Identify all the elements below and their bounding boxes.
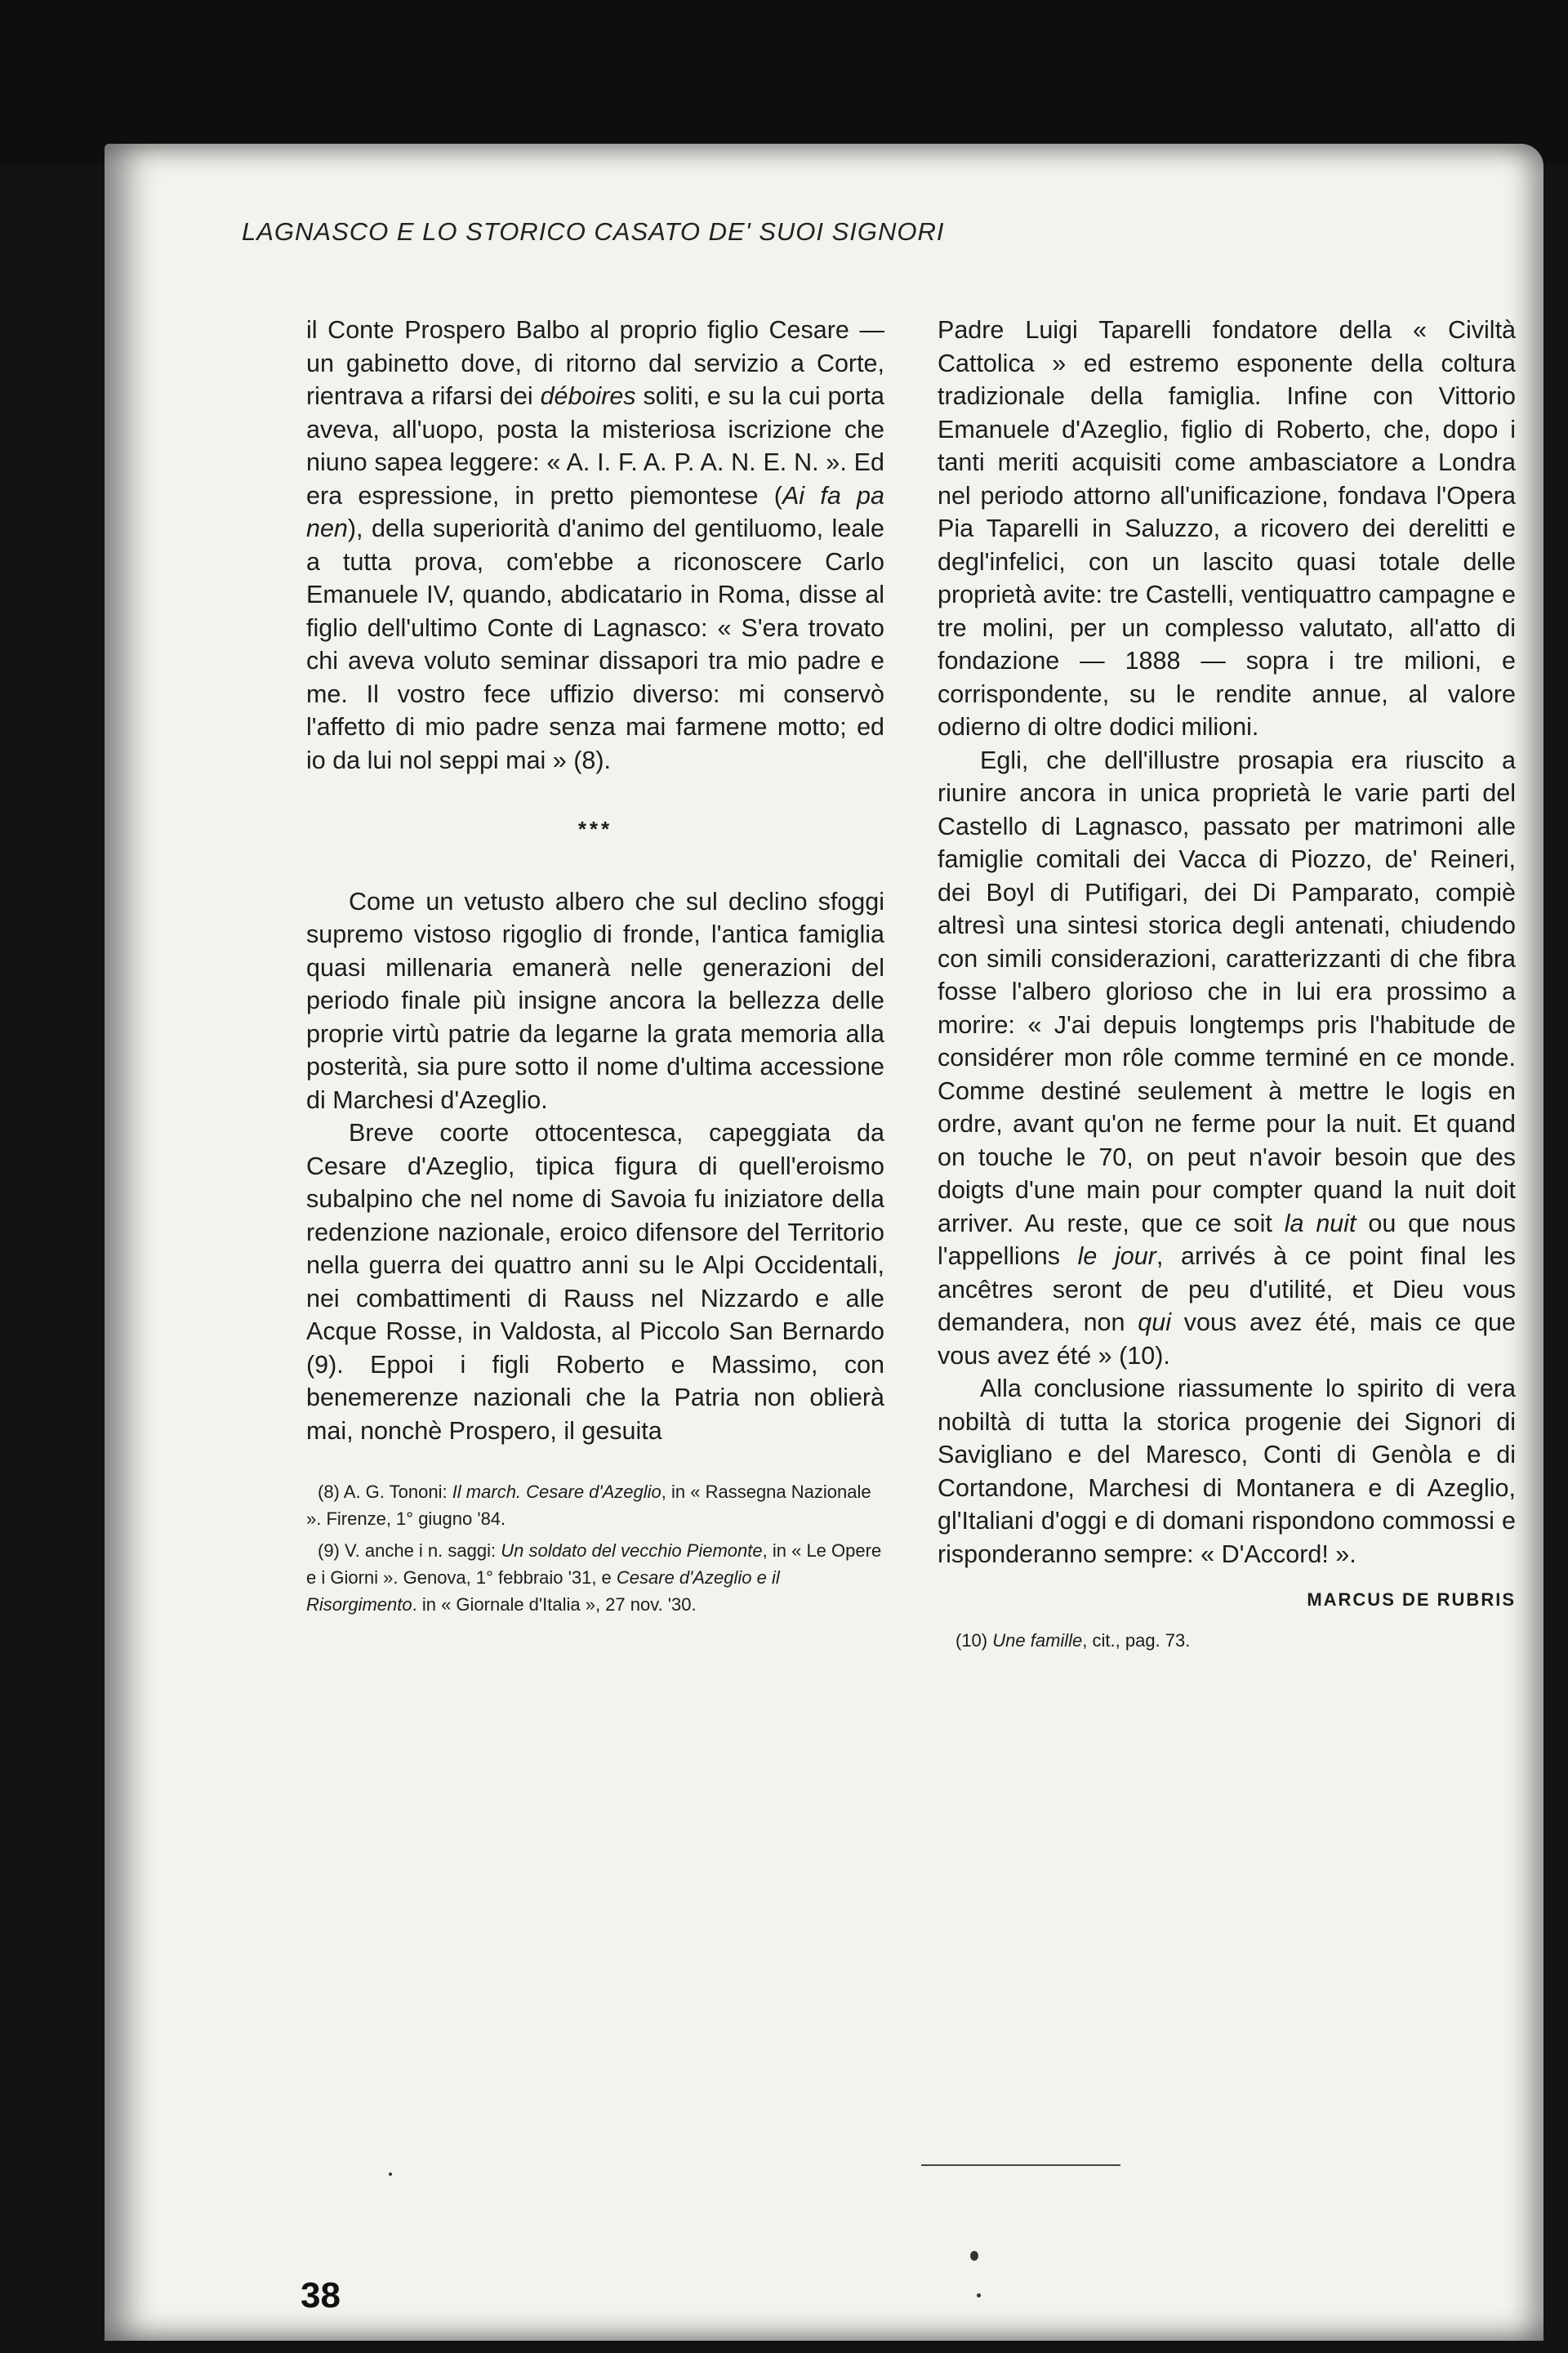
paragraph: Come un vetusto albero che sul declino sfoggi supremo vistoso rigoglio di fronde, l'antica famiglia quasi millenaria emanerà nelle generazioni del periodo finale più insigne ancora la bellezza delle proprie virtù patrie da legarne la grata memoria alla posterità, sia pure sotto il nome d'ultima accessione di Marchesi d'Azeglio.	[306, 887, 884, 1114]
scan-speck	[977, 2293, 981, 2297]
footnote-8: (8) A. G. Tononi: Il march. Cesare d'Azeglio, in « Rassegna Nazionale ». Firenze, 1° giugno '84.	[306, 1482, 871, 1529]
scan-speck	[970, 2251, 978, 2261]
paragraph: Egli, che dell'illustre prosapia era riuscito a riunire ancora in unica proprietà le varie parti del Castello di Lagnasco, passato per matrimoni alle famiglie comitali dei Vacca di Piozzo, de' Reineri, dei Boyl di Putifigari, dei Di Pamparato, compiè altresì una sintesi storica degli antenati, chiudendo con simili considerazioni, caratterizzanti di che fibra fosse l'albero glorioso che in lui era prossimo a morire: « J'ai depuis longtemps pris l'habitude de considérer mon rôle comme terminé en ce monde. Comme destiné seulement à mettre le logis en ordre, avant qu'on ne ferme pour la nuit. Et quand on touche le 70, on peut n'avoir besoin que des doigts d'une main pour compter quand la nuit doit arriver. Au reste, que ce soit la nuit ou que nous l'appellions le jour, arrivés à ce point final les ancêtres seront de peu d'utilité, et Dieu vous demandera, non qui vous avez été, mais ce que vous avez été » (10).	[938, 746, 1516, 1370]
footnotes	[306, 1478, 884, 1618]
paragraph: Breve coorte ottocentesca, capeggiata da Cesare d'Azeglio, tipica figura di quell'eroismo subalpino che nel nome di Savoia fu iniziatore della redenzione nazionale, eroico difensore del Territorio nella guerra dei quattro anni su le Alpi Occidentali, nei combattimenti di Rauss nel Nizzardo e alle Acque Rosse, in Valdosta, al Piccolo San Bernardo (9). Eppoi i figli Roberto e Massimo, con benemerenze nazionali che la Patria non oblierà mai, nonchè Prospero, il gesuita	[306, 1119, 884, 1445]
paragraph: Alla conclusione riassumente lo spirito di vera nobiltà di tutta la storica progenie dei Signori di Savigliano e del Maresco, Conti di Genòla e di Cortandone, Marchesi di Montanera e di Azeglio, gl'Italiani d'oggi e di domani rispondono commossi e risponderanno sempre: « D'Accord! ».	[938, 1375, 1516, 1568]
scan-speck	[389, 2173, 392, 2176]
author-signature: MARCUS DE RUBRIS	[1307, 1589, 1516, 1610]
left-column	[306, 314, 884, 1623]
paragraph: il Conte Prospero Balbo al proprio figlio Cesare — un gabinetto dove, di ritorno dal servizio a Corte, rientrava a rifarsi dei déboires soliti, e su la cui porta aveva, all'uopo, posta la misteriosa iscrizione che niuno sapea leggere: « A. I. F. A. P. A. N. E. N. ». Ed era espressione, in pretto piemontese (Ai fa pa nen), della superiorità d'animo del gentiluomo, leale a tutta prova, com'ebbe a riconoscere Carlo Emanuele IV, quando, abdicatario in Roma, disse al figlio dell'ultimo Conte di Lagnasco: « S'era trovato chi aveva voluto seminar dissapori tra mio padre e me. Il vostro fece uffizio diverso: mi conservò l'affetto di mio padre senza mai farmene motto; ed io da lui nol seppi mai » (8).	[306, 316, 884, 774]
document-page	[105, 144, 1544, 2341]
footnote-9: (9) V. anche i n. saggi: Un soldato del vecchio Piemonte, in « Le Opere e i Giorni ». Genova, 1° febbraio '31, e Cesare d'Azeglio e il Risorgimento. in « Giornale d'Italia », 27 nov. '30.	[306, 1540, 882, 1615]
horizontal-rule	[921, 2164, 1120, 2166]
page-number: 38	[301, 2275, 341, 2315]
paragraph: Padre Luigi Taparelli fondatore della « Civiltà Cattolica » ed estremo esponente della coltura tradizionale della famiglia. Infine con Vittorio Emanuele d'Azeglio, figlio di Roberto, che, dopo i tanti meriti acquisiti come ambasciatore a Londra nel periodo attorno all'unificazione, fondava l'Opera Pia Taparelli in Saluzzo, a ricovero dei derelitti e degl'infelici, con un lascito quasi totale delle proprietà avite: tre Castelli, ventiquattro campagne e tre molini, per un complesso valutato, all'atto di fondazione — 1888 — sopra i tre milioni, e corrispondente, su le rendite annue, al valore odierno di oltre dodici milioni.	[938, 316, 1516, 741]
section-separator: ***	[577, 817, 613, 841]
right-column	[938, 314, 1516, 1653]
scan-background	[0, 0, 1568, 163]
running-title: LAGNASCO E LO STORICO CASATO DE' SUOI SIGNORI	[242, 217, 945, 246]
footnote-10: (10) Une famille, cit., pag. 73.	[956, 1629, 1191, 1651]
